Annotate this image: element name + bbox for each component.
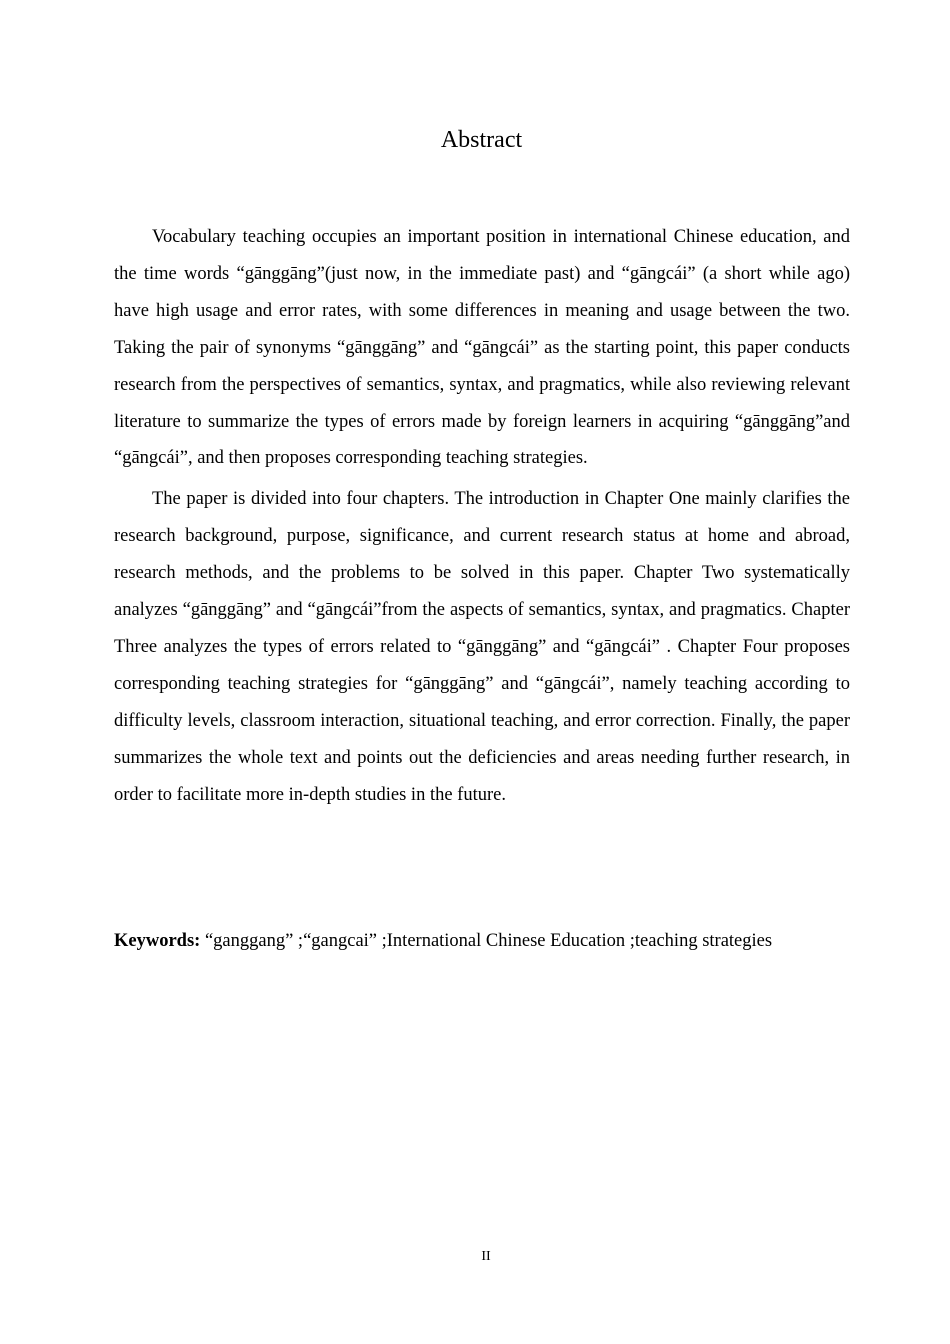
abstract-paragraph-2: The paper is divided into four chapters. The introduction in Chapter One mainly clarifies the research background, purpose, significance, and current research status at home and abroad, research methods, and the problems to be solved in this paper. Chapter Two systematically analyzes “gānggāng” and “gāngcái”from the aspects of semantics, syntax, and pragmatics. Chapter Three analyzes the types of errors related to “gānggāng” and “gāngcái” . Chapter Four proposes corresponding teaching strategies for “gānggāng” and “gāngcái”, namely teaching according to difficulty levels, classroom interaction, situational teaching, and error correction. Finally, the paper summarizes the whole text and points out the deficiencies and areas needing further research, in order to facilitate more in-depth studies in the future.	[114, 489, 850, 805]
page-title: Abstract	[440, 127, 523, 153]
abstract-body	[114, 219, 850, 818]
keywords-line	[114, 926, 850, 956]
abstract-paragraph-1: Vocabulary teaching occupies an important position in international Chinese education, and the time words “gānggāng”(just now, in the immediate past) and “gāngcái” (a short while ago) have high usage and error rates, with some differences in meaning and usage between the two. Taking the pair of synonyms “gānggāng” and “gāngcái” as the starting point, this paper conducts research from the perspectives of semantics, syntax, and pragmatics, while also reviewing relevant literature to summarize the types of errors made by foreign learners in acquiring “gānggāng”and “gāngcái”, and then proposes corresponding teaching strategies.	[114, 227, 850, 469]
page-number: II	[481, 1249, 491, 1264]
keywords-text: “ganggang” ;“gangcai” ;International Chinese Education ;teaching strategies	[200, 931, 773, 951]
keywords-label: Keywords:	[114, 931, 201, 951]
